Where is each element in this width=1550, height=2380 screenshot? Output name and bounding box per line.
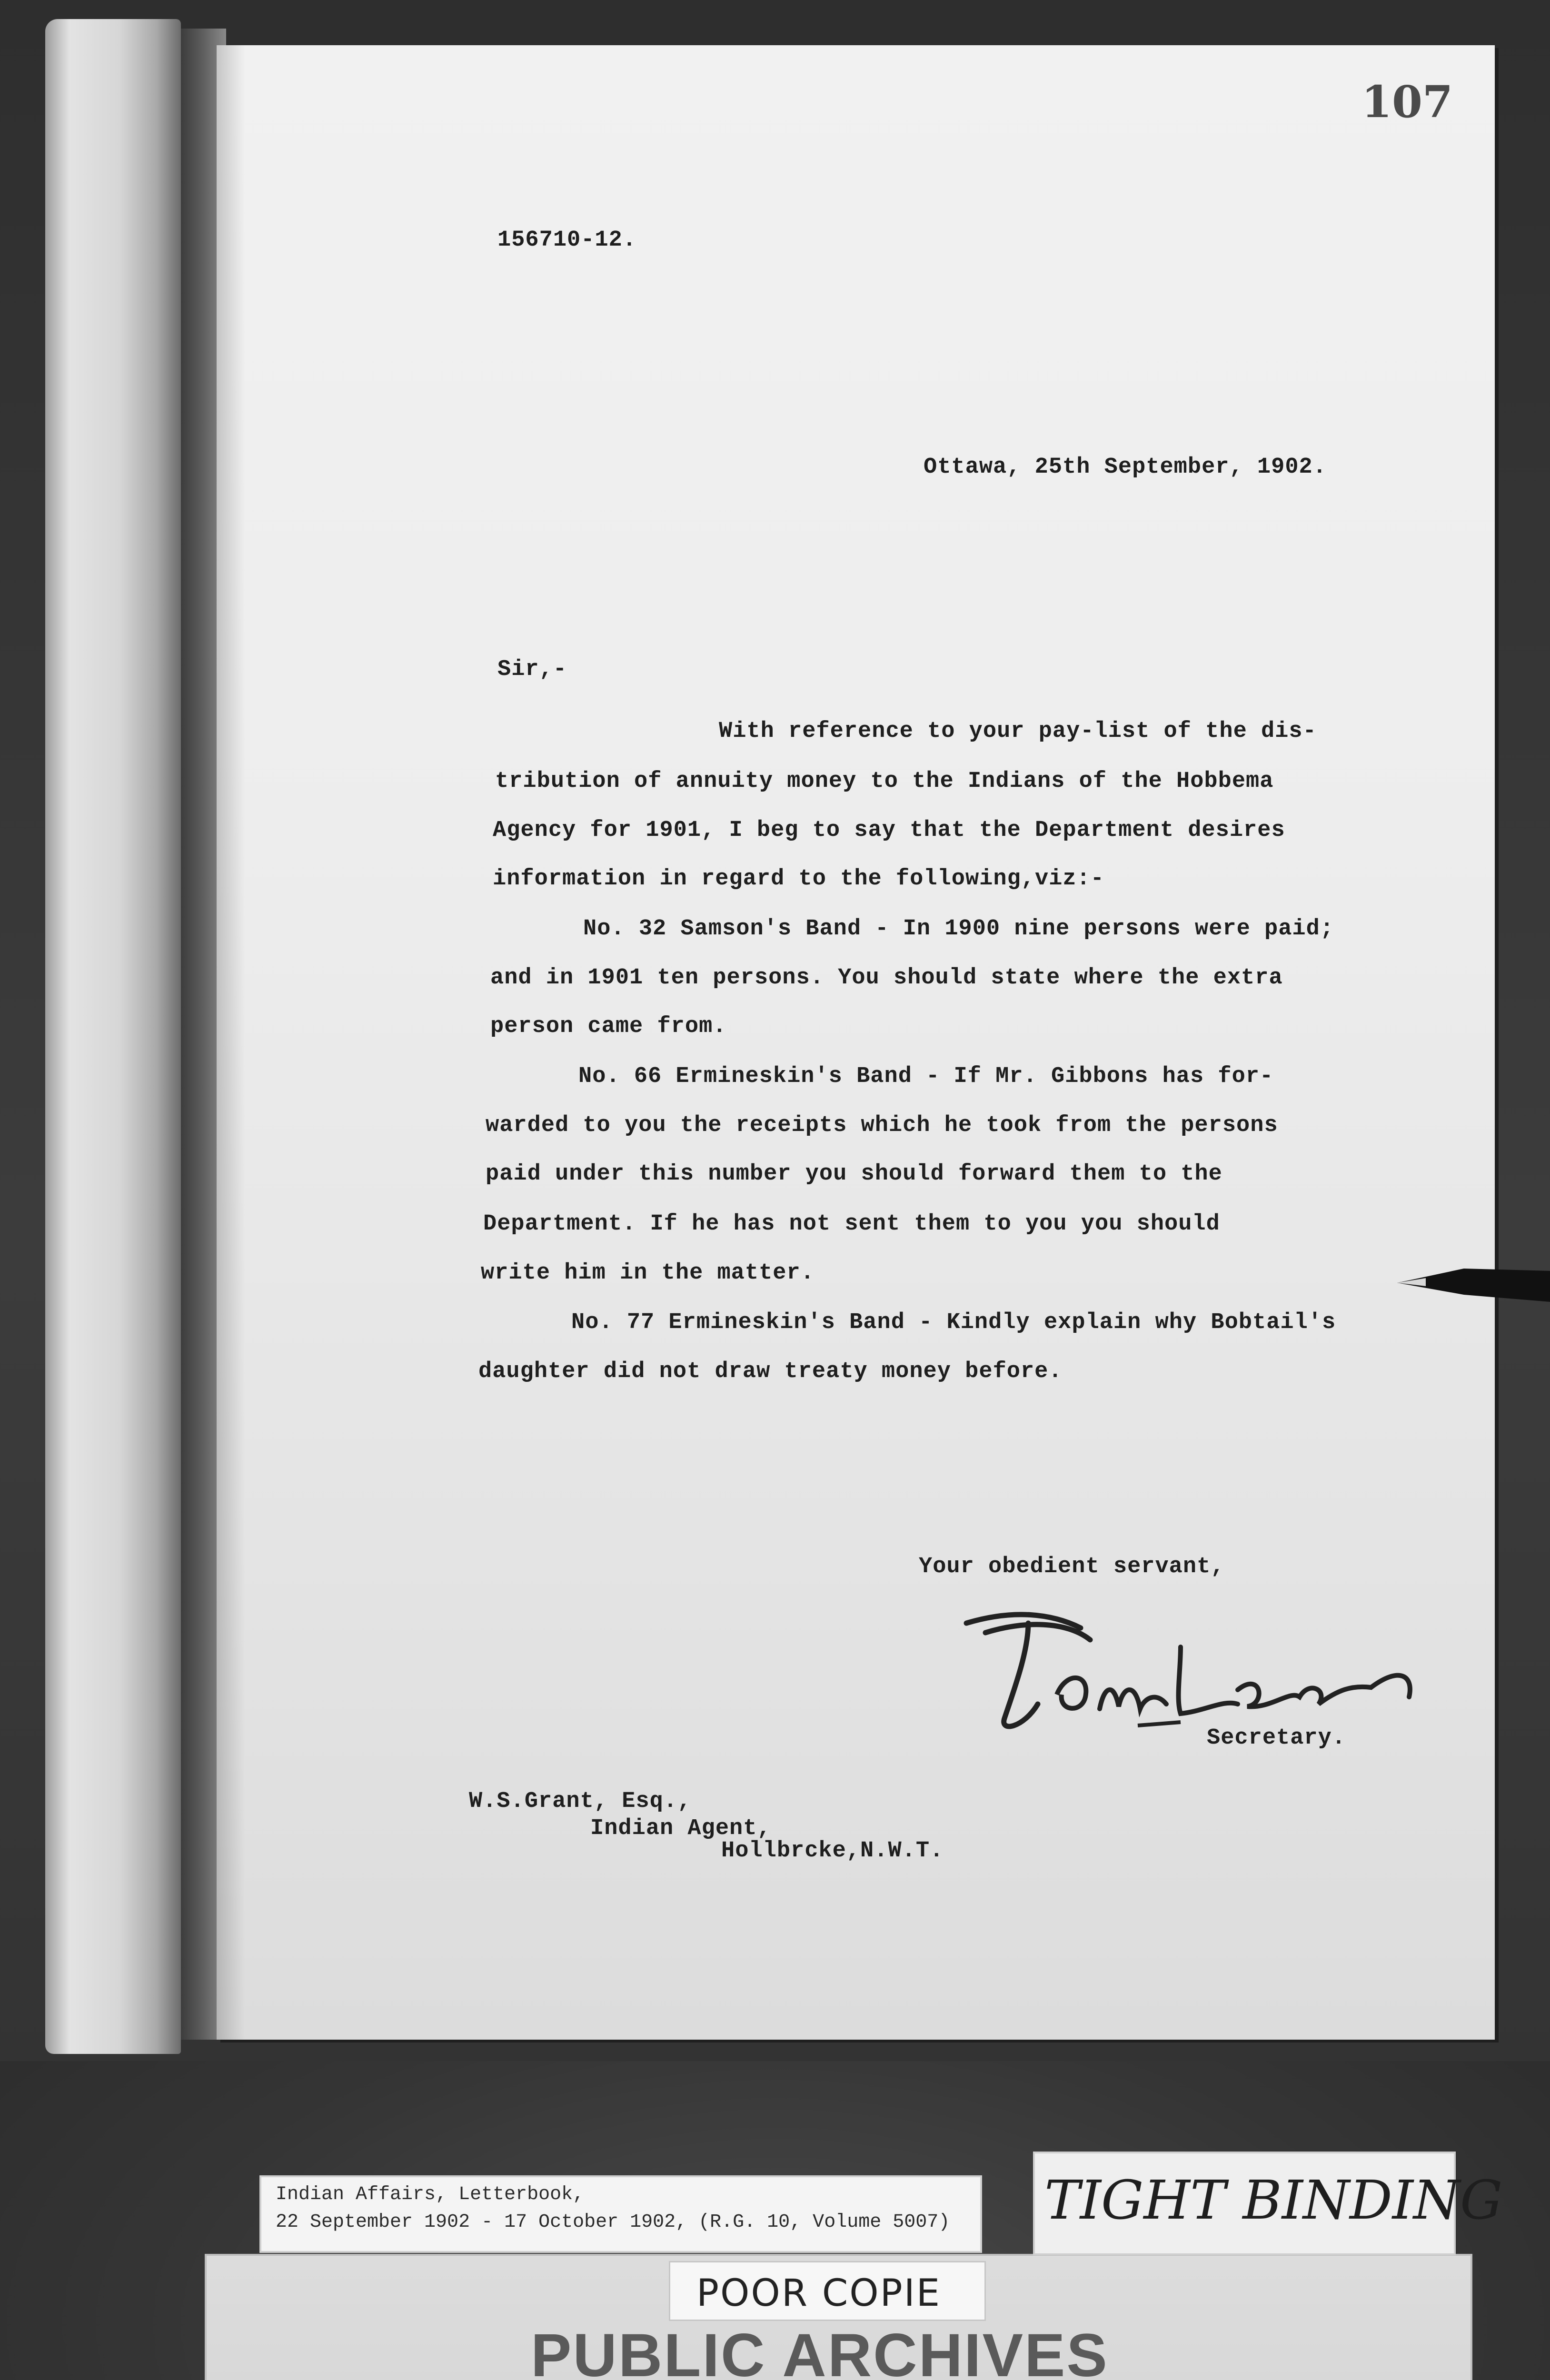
body-line: No. 77 Ermineskin's Band - Kindly explain why Bobtail's: [571, 1310, 1336, 1335]
body-line: information in regard to the following,viz:-: [493, 866, 1105, 892]
archive-reference-label: [259, 2175, 982, 2253]
addressee-name: W.S.Grant, Esq.,: [469, 1789, 692, 1814]
body-line: No. 66 Ermineskin's Band - If Mr. Gibbons has for-: [578, 1064, 1274, 1089]
addressee-place: Hollbrcke,N.W.T.: [721, 1838, 944, 1864]
salutation: Sir,-: [497, 657, 567, 682]
body-line: daughter did not draw treaty money before.: [478, 1359, 1063, 1384]
tight-binding-label: [1033, 2152, 1503, 2255]
addressee-title: Indian Agent,: [590, 1816, 771, 1841]
handwritten-signature: [957, 1595, 1423, 1742]
page-number: 107: [1361, 76, 1453, 128]
page-fold-shadow: [217, 45, 245, 2040]
archive-label-line-1: Indian Affairs, Letterbook,: [276, 2184, 585, 2205]
signature-title: Secretary.: [1207, 1726, 1346, 1751]
body-line: Department. If he has not sent them to you you should: [483, 1211, 1220, 1237]
archive-label-line-2: 22 September 1902 - 17 October 1902, (R.G. 10, Volume 5007): [276, 2211, 950, 2233]
left-page-edge: [45, 19, 181, 2054]
archives-line-english: PUBLIC ARCHIVES: [531, 2321, 1109, 2380]
poor-copy-text: POOR COPIE: [696, 2272, 941, 2315]
pen-tip: [1397, 1257, 1550, 1309]
closing-line: Your obedient servant,: [919, 1554, 1225, 1579]
body-line: warded to you the receipts which he took from the persons: [486, 1113, 1278, 1138]
body-line: With reference to your pay-list of the dis-: [719, 719, 1317, 744]
body-line: paid under this number you should forward them to the: [486, 1161, 1222, 1187]
date-line: Ottawa, 25th September, 1902.: [924, 455, 1327, 480]
body-line: person came from.: [490, 1014, 727, 1039]
tight-binding-text: TIGHT BINDING: [1044, 2170, 1503, 2231]
body-line: write him in the matter.: [481, 1260, 815, 1286]
body-line: tribution of annuity money to the Indians of the Hobbema: [495, 769, 1274, 794]
poor-copy-label: [669, 2261, 986, 2321]
body-line: and in 1901 ten persons. You should state where the extra: [490, 965, 1283, 991]
body-line: Agency for 1901, I beg to say that the Department desires: [493, 818, 1285, 843]
file-reference: 156710-12.: [497, 228, 637, 253]
body-line: No. 32 Samson's Band - In 1900 nine persons were paid;: [583, 916, 1334, 942]
